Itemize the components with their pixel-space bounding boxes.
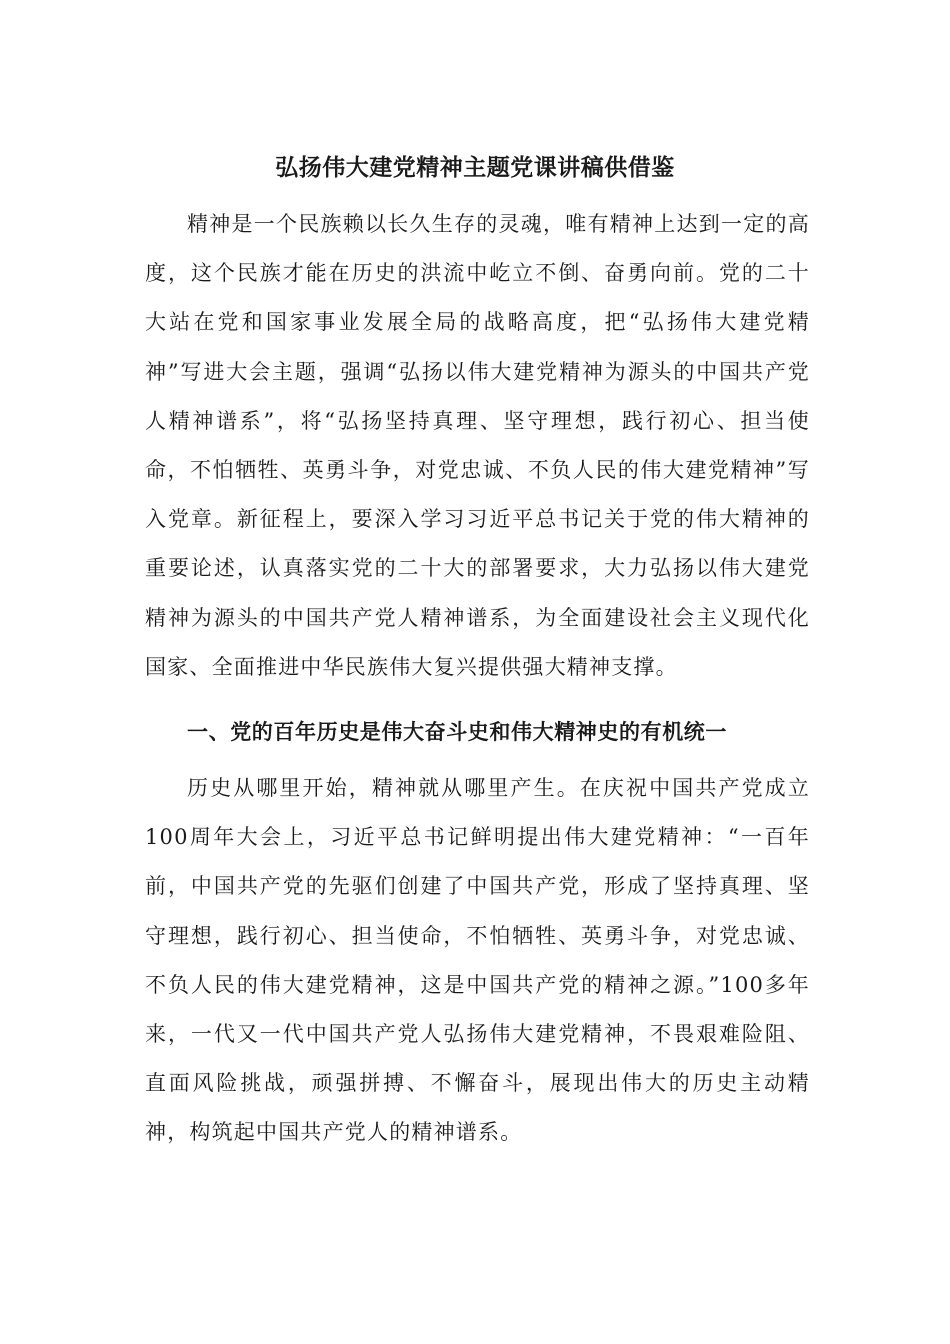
intro-paragraph: 精神是一个民族赖以长久生存的灵魂，唯有精神上达到一定的高度，这个民族才能在历史的洪流中屹立不倒、奋勇向前。党的二十大站在党和国家事业发展全局的战略高度，把“弘扬伟大建党精神”写进大会主题，强调“弘扬以伟大建党精神为源头的中国共产党人精神谱系”，将“弘扬坚持真理、坚守理想，践行初心、担当使命，不怕牺牲、英勇斗争，对党忠诚、不负人民的伟大建党精神”写入党章。新征程上，要深入学习习近平总书记关于党的伟大精神的重要论述，认真落实党的二十大的部署要求，大力弘扬以伟大建党精神为源头的中国共产党人精神谱系，为全面建设社会主义现代化国家、全面推进中华民族伟大复兴提供强大精神支撑。	[145, 212, 810, 679]
section-paragraph: 历史从哪里开始，精神就从哪里产生。在庆祝中国共产党成立100周年大会上，习近平总书记鲜明提出伟大建党精神：“一百年前，中国共产党的先驱们创建了中国共产党，形成了坚持真理、坚守理想，践行初心、担当使命，不怕牺牲、英勇斗争，对党忠诚、不负人民的伟大建党精神，这是中国共产党的精神之源。”100多年来，一代又一代中国共产党人弘扬伟大建党精神，不畏艰难险阻、直面风险挑战，顽强拼搏、不懈奋斗，展现出伟大的历史主动精神，构筑起中国共产党人的精神谱系。	[145, 776, 810, 1145]
section-heading: 一、党的百年历史是伟大奋斗史和伟大精神史的有机统一	[187, 719, 727, 744]
document-title: 弘扬伟大建党精神主题党课讲稿供借鉴	[275, 154, 675, 181]
